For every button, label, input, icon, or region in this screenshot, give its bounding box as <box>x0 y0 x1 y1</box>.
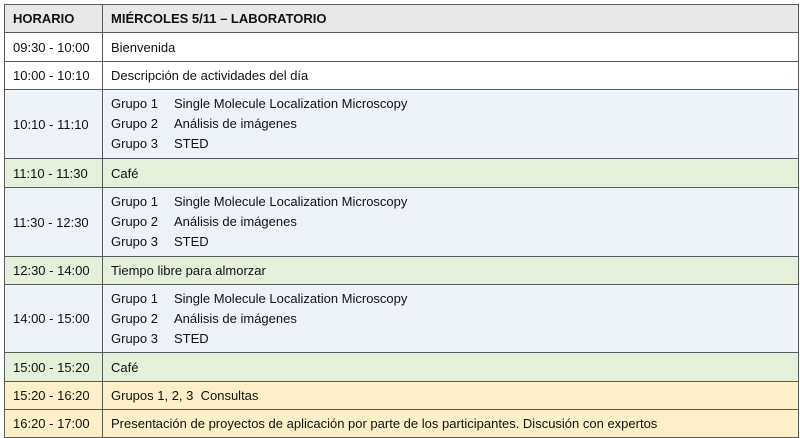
group-line <box>111 289 790 309</box>
group-line <box>111 114 790 134</box>
row-time: 16:20 - 17:00 <box>5 410 103 438</box>
group-label: Grupo 3 <box>111 136 158 151</box>
group-line <box>111 309 790 329</box>
row-time: 12:30 - 14:00 <box>5 257 103 285</box>
group-topic: Análisis de imágenes <box>174 214 297 229</box>
table-row <box>5 188 799 257</box>
row-groups <box>103 90 799 159</box>
group-line <box>111 192 790 212</box>
row-activity: Café <box>103 159 799 188</box>
group-label: Grupo 2 <box>111 214 158 229</box>
row-time: 10:10 - 11:10 <box>5 90 103 159</box>
row-time: 11:30 - 12:30 <box>5 188 103 257</box>
group-label: Grupo 3 <box>111 330 158 346</box>
table-row <box>5 33 799 62</box>
row-activity: Presentación de proyectos de aplicación por parte de los participantes. Discusión con expertos <box>103 410 799 438</box>
row-groups <box>103 188 799 257</box>
row-activity: Bienvenida <box>103 33 799 62</box>
group-label: Grupo 2 <box>111 310 158 326</box>
row-time: 10:00 - 10:10 <box>5 62 103 90</box>
table-row <box>5 285 799 353</box>
table-row <box>5 90 799 159</box>
row-time: 09:30 - 10:00 <box>5 33 103 62</box>
group-topic: Single Molecule Localization Microscopy <box>174 290 408 306</box>
group-label: Grupo 2 <box>111 116 158 131</box>
group-topic: Análisis de imágenes <box>174 310 297 326</box>
table-row <box>5 159 799 188</box>
row-activity: Descripción de actividades del día <box>103 62 799 90</box>
group-topic: STED <box>174 234 209 249</box>
table-row <box>5 353 799 382</box>
row-time: 15:00 - 15:20 <box>5 353 103 382</box>
table-row <box>5 257 799 285</box>
group-topic: Análisis de imágenes <box>174 116 297 131</box>
group-label: Grupo 1 <box>111 290 158 306</box>
group-line <box>111 94 790 114</box>
row-activity: Café <box>103 353 799 382</box>
row-groups <box>103 285 799 353</box>
group-line <box>111 212 790 232</box>
group-topic: STED <box>174 136 209 151</box>
table-row <box>5 410 799 438</box>
header-time: HORARIO <box>5 5 103 33</box>
group-topic: Single Molecule Localization Microscopy <box>174 96 408 111</box>
group-topic: Single Molecule Localization Microscopy <box>174 194 408 209</box>
group-line <box>111 134 790 154</box>
header-day: MIÉRCOLES 5/11 – LABORATORIO <box>103 5 799 33</box>
group-line <box>111 232 790 252</box>
table-row <box>5 382 799 410</box>
group-label: Grupo 1 <box>111 96 158 111</box>
row-time: 11:10 - 11:30 <box>5 159 103 188</box>
row-time: 14:00 - 15:00 <box>5 285 103 353</box>
group-line <box>111 329 790 349</box>
group-label: Grupo 1 <box>111 194 158 209</box>
row-activity: Tiempo libre para almorzar <box>103 257 799 285</box>
schedule-table <box>4 4 799 438</box>
header-row <box>5 5 799 33</box>
row-time: 15:20 - 16:20 <box>5 382 103 410</box>
group-topic: STED <box>174 330 209 346</box>
table-row <box>5 62 799 90</box>
row-activity: Grupos 1, 2, 3 Consultas <box>103 382 799 410</box>
group-label: Grupo 3 <box>111 234 158 249</box>
